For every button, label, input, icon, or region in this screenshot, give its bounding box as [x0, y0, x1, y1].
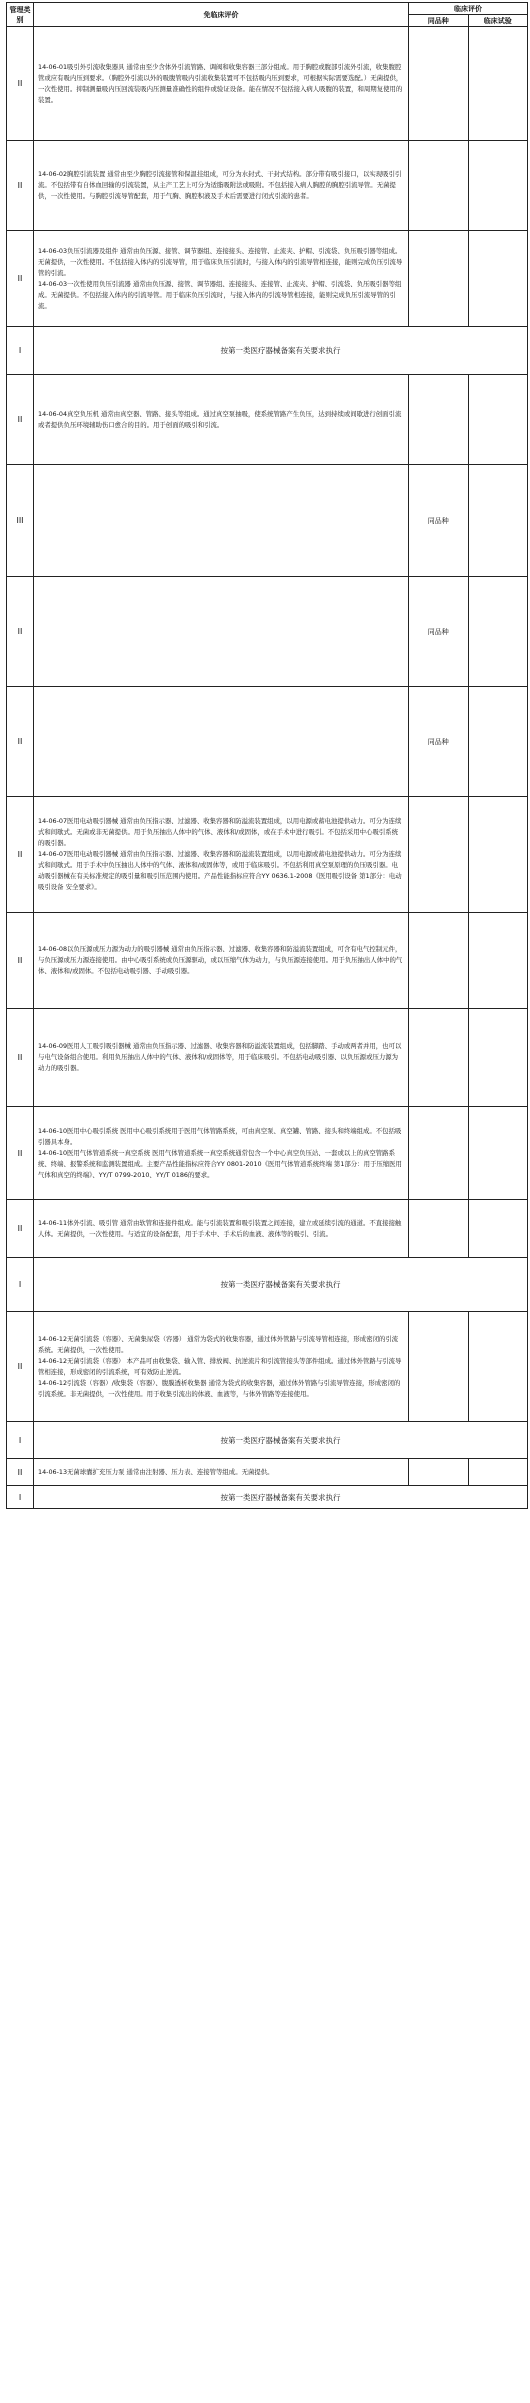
row-class-cell: I	[7, 327, 34, 375]
table-row	[7, 327, 528, 375]
row-trial-cell	[468, 1107, 528, 1200]
row-trial-cell	[468, 375, 528, 465]
header-class: 管理类别	[7, 3, 34, 27]
row-class-cell: II	[7, 375, 34, 465]
row-same-cell	[409, 27, 469, 141]
row-scope-cell	[34, 577, 409, 687]
row-same-cell	[409, 913, 469, 1009]
row-same-cell	[409, 1009, 469, 1107]
table-row	[7, 231, 528, 327]
table-row	[7, 687, 528, 797]
row-class-cell: II	[7, 1107, 34, 1200]
row-trial-cell	[468, 797, 528, 913]
table-row	[7, 1258, 528, 1312]
header-scope: 免临床评价	[34, 3, 409, 27]
row-same-cell	[409, 1312, 469, 1422]
row-merged-note: 按第一类医疗器械备案有关要求执行	[34, 1258, 528, 1312]
row-scope-cell: 14-06-02胸腔引流装置 通常由至少胸腔引流接管和保温挂组成，可分为水封式、干封式结构。部分带有吸引接口，以实现吸引引流。不包括带有自体血回输的引流装置，从主产工艺上可分为适脂吸附法或吸附。不包括接入病人胸腔的胸腔引流导管。无菌提供，一次性使用。与胸腔引流导管配套，用于气胸、胸腔积液及手术后需要进行闭式引流的患者。	[34, 141, 409, 231]
table-row	[7, 577, 528, 687]
row-same-cell	[409, 141, 469, 231]
row-class-cell: II	[7, 1459, 34, 1486]
row-class-cell: I	[7, 1422, 34, 1459]
row-scope-cell: 14-06-03负压引流器及组件 通常由负压源、接管、调节器组、连接接头、连接管、止流夹、护帽、引流袋、负压吸引器等组成。无菌提供，一次性使用。不包括接入体内的引流导管，用于临床负压引流时，与接入体内的引流导管相连接，能则完成负压引流导管的引流。 14-06-03一次性使用负压引流器 通常由负压源、接管、调节器组、连接接头、连接管、止流夹、护帽、引流袋、负压吸引器等组成。无菌提供。不包括接入体内的引流导管。用于临床负压引流时，与接入体内的引流导管相连接，能则完成负压引流导管的引流。	[34, 231, 409, 327]
row-trial-cell	[468, 687, 528, 797]
row-scope-cell: 14-06-10医用中心吸引系统 医用中心吸引系统用于医用气体管路系统，可由真空泵、真空罐、管路、接头和终端组成。不包括吸引器具本身。 14-06-10医用气体管道系统一真空系统 医用气体管道系统一真空系统通常包含一个中心真空负压站、一套或以上的真空管路系统、终端、报警系统和监测装置组成。主要产品性能指标应符合YY 0801-2010《医用气体管道系统终端 第1部分：用于压缩医用气体和真空的终端》、YY/T 0799-2010、YY/T 0186的要求。	[34, 1107, 409, 1200]
row-trial-cell	[468, 577, 528, 687]
table-row	[7, 141, 528, 231]
row-class-cell: II	[7, 141, 34, 231]
row-same-cell	[409, 231, 469, 327]
row-class-cell: II	[7, 1200, 34, 1258]
row-trial-cell	[468, 1009, 528, 1107]
row-same-cell	[409, 1200, 469, 1258]
row-merged-note: 按第一类医疗器械备案有关要求执行	[34, 1486, 528, 1509]
table-row	[7, 1312, 528, 1422]
header-clinical: 临床评价	[409, 3, 528, 15]
row-scope-cell: 14-06-07医用电动吸引器械 通常由负压指示器、过滤器、收集容器和防溢流装置组成，以用电源或蓄电池提供动力。可分为连续式和间歇式。无菌或非无菌提供。用于负压抽出人体中的气体、液体和/或固体，或在手术中进行吸引。不包括采用中心吸引系统的吸引器。 14-06-07医用电动吸引器械 通常由负压指示器、过滤器、收集容器和防溢流装置组成，以用电源或蓄电池提供动力。可分为连续式和间歇式。用于手术中负压抽出人体中的气体、液体和/或固体等，或用于临床吸引。不包括利用真空泵原理的负压吸引器。电动吸引器械在有关标准规定的吸引量和吸引压范围内使用。产品性能指标应符合YY 0636.1-2008《医用吸引设备 第1部分：电动吸引设备 安全要求》。	[34, 797, 409, 913]
evaluation-table	[6, 2, 528, 1509]
table-row	[7, 1422, 528, 1459]
row-same-cell	[409, 797, 469, 913]
row-class-cell: II	[7, 1312, 34, 1422]
table-row	[7, 1107, 528, 1200]
row-trial-cell	[468, 1312, 528, 1422]
table-body	[7, 3, 528, 1509]
row-merged-note: 按第一类医疗器械备案有关要求执行	[34, 327, 528, 375]
row-scope-cell: 14-06-04真空负压机 通常由真空器、管路、接头等组成。通过真空泵抽吸，使系统管路产生负压，达到持续或间歇进行创面引流或者提供负压环境辅助伤口愈合的目的。用于创面的吸引和引流。	[34, 375, 409, 465]
row-scope-cell: 14-06-12无菌引流袋（容器）、无菌集尿袋（容器） 通常为袋式的收集容器，通过体外管路与引流导管相连接，形成密闭的引流系统。无菌提供，一次性使用。 14-06-12无菌引流袋（容器） 本产品可由收集袋、输入管、排放阀、抗逆流片和引流管接头等部件组成。通过体外管路与引流导管相连接，形成密闭的引流系统，可有效防止逆流。 14-06-12引流袋（容器）/收集袋（容器）、腹膜透析收集器 通常为袋式的收集容器，通过体外管路与引流导管连接，形成密闭的引流系统。非无菌提供，一次性使用。用于收集引流出的体液、血液等，与体外管路等连接使用。	[34, 1312, 409, 1422]
row-trial-cell	[468, 465, 528, 577]
row-class-cell: II	[7, 913, 34, 1009]
table-row	[7, 1459, 528, 1486]
row-same-cell	[409, 1459, 469, 1486]
table-row	[7, 1200, 528, 1258]
header-same: 同品种	[409, 15, 469, 27]
row-class-cell: II	[7, 27, 34, 141]
row-class-cell: II	[7, 797, 34, 913]
row-scope-cell	[34, 687, 409, 797]
row-same-cell: 同品种	[409, 577, 469, 687]
row-class-cell: II	[7, 231, 34, 327]
row-scope-cell: 14-06-11体外引流、吸引管 通常由软管和连接件组成。能与引流装置和吸引装置之间连接，建立或延续引流的通道。不直接接触人体。无菌提供，一次性使用。与适宜的设备配套，用于手术中、手术后的血液、液体等的吸引、引流。	[34, 1200, 409, 1258]
row-scope-cell: 14-06-08以负压源或压力源为动力的吸引器械 通常由负压指示器、过滤器、收集容器和防溢流装置组成，可含有电气控制元件，与负压源或压力源连接使用。由中心吸引系统或负压源驱动，或以压缩气体为动力，与负压源连接使用。用于负压抽出人体中的气体、液体和/或固体。不包括电动吸引器、手动吸引器。	[34, 913, 409, 1009]
row-merged-note: 按第一类医疗器械备案有关要求执行	[34, 1422, 528, 1459]
row-trial-cell	[468, 27, 528, 141]
row-scope-cell: 14-06-09医用人工吸引吸引器械 通常由负压指示器、过滤器、收集容器和防溢流装置组成，包括脚踏、手动或两者并用，也可以与电气设备组合使用。利用负压抽出人体中的气体、液体和/或固体等，用于临床吸引。不包括电动吸引器、以负压源或压力源为动力的吸引器。	[34, 1009, 409, 1107]
header-row-1	[7, 3, 528, 15]
row-same-cell: 同品种	[409, 465, 469, 577]
row-trial-cell	[468, 1200, 528, 1258]
row-scope-cell	[34, 465, 409, 577]
row-trial-cell	[468, 141, 528, 231]
table-row	[7, 27, 528, 141]
table-row	[7, 1009, 528, 1107]
row-same-cell: 同品种	[409, 687, 469, 797]
table-row	[7, 465, 528, 577]
row-class-cell: II	[7, 577, 34, 687]
table-row	[7, 797, 528, 913]
row-trial-cell	[468, 231, 528, 327]
row-trial-cell	[468, 913, 528, 1009]
table-row	[7, 913, 528, 1009]
row-scope-cell: 14-06-01吸引外引流收集器具 通常由至少含体外引流管路、调阀和收集容器三部分组成。用于胸腔或腹部引流外引流，收集腹腔管或应有吸内压到要求。（胸腔外引流以外的吸腹管吸内引流收集装置可不包括吸内压到要求，可根据实际需要选配。）无菌提供，一次性使用。抑制测量吸内压回流装吸内压测量准确性的组件或验证设备。能在情况不包括接入病人吸腹的装置，和周期复使用的装置。	[34, 27, 409, 141]
row-class-cell: II	[7, 1009, 34, 1107]
header-trial: 临床试验	[468, 15, 528, 27]
row-same-cell	[409, 1107, 469, 1200]
row-same-cell	[409, 375, 469, 465]
row-class-cell: I	[7, 1258, 34, 1312]
row-trial-cell	[468, 1459, 528, 1486]
row-class-cell: III	[7, 465, 34, 577]
table-row	[7, 1486, 528, 1509]
table-row	[7, 375, 528, 465]
row-class-cell: II	[7, 687, 34, 797]
row-class-cell: I	[7, 1486, 34, 1509]
row-scope-cell: 14-06-13无菌球囊扩充压力泵 通常由注射器、压力表、连接管等组成。无菌提供。	[34, 1459, 409, 1486]
